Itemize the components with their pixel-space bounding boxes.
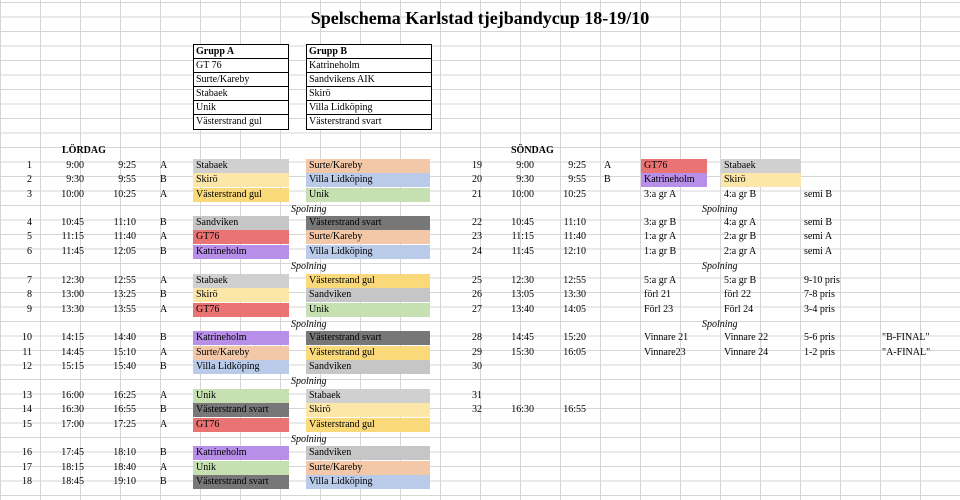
away-team: Surte/Kareby bbox=[306, 461, 430, 475]
group-b-team: Sandvikens AIK bbox=[307, 73, 431, 87]
end-time: 13:30 bbox=[563, 289, 586, 300]
away-team: 2:a gr A bbox=[724, 246, 757, 257]
group-a-team: Surte/Kareby bbox=[194, 73, 288, 87]
away-team: 4:a gr A bbox=[724, 217, 757, 228]
home-team: Stabaek bbox=[193, 274, 289, 288]
end-time: 15:40 bbox=[113, 361, 136, 372]
end-time: 11:40 bbox=[563, 231, 586, 242]
match-number: 13 bbox=[22, 390, 32, 401]
end-time: 12:55 bbox=[563, 275, 586, 286]
group-letter: A bbox=[160, 304, 168, 315]
start-time: 14:45 bbox=[61, 347, 84, 358]
placement-label: semi B bbox=[804, 189, 833, 200]
end-time: 13:25 bbox=[113, 289, 136, 300]
end-time: 9:25 bbox=[118, 160, 136, 171]
home-team: förl 21 bbox=[644, 289, 671, 300]
home-team: GT76 bbox=[193, 230, 289, 244]
placement-label: semi B bbox=[804, 217, 833, 228]
home-team: Vinnare23 bbox=[644, 347, 686, 358]
group-letter: A bbox=[160, 462, 168, 473]
start-time: 13:00 bbox=[61, 289, 84, 300]
match-number: 10 bbox=[22, 332, 32, 343]
start-time: 18:15 bbox=[61, 462, 84, 473]
away-team: Västerstrand gul bbox=[306, 274, 430, 288]
home-team: Villa Lidköping bbox=[193, 360, 289, 374]
end-time: 11:10 bbox=[113, 217, 136, 228]
home-team: Sandviken bbox=[193, 216, 289, 230]
match-number: 28 bbox=[472, 332, 482, 343]
start-time: 10:00 bbox=[511, 189, 534, 200]
end-time: 12:05 bbox=[113, 246, 136, 257]
start-time: 11:45 bbox=[61, 246, 84, 257]
group-letter: B bbox=[160, 361, 167, 372]
start-time: 16:30 bbox=[511, 404, 534, 415]
home-team: Katrineholm bbox=[193, 446, 289, 460]
match-number: 7 bbox=[27, 275, 32, 286]
end-time: 9:55 bbox=[568, 174, 586, 185]
placement-label: 5-6 pris bbox=[804, 332, 835, 343]
group-b-team: Västerstrand svart bbox=[309, 116, 382, 127]
start-time: 9:30 bbox=[516, 174, 534, 185]
match-number: 18 bbox=[22, 476, 32, 487]
break-label: Spolning bbox=[291, 204, 327, 215]
match-number: 31 bbox=[472, 390, 482, 401]
group-letter: A bbox=[604, 160, 612, 171]
group-letter: A bbox=[160, 390, 168, 401]
away-team: Vinnare 24 bbox=[724, 347, 769, 358]
placement-label: semi A bbox=[804, 231, 833, 242]
match-number: 2 bbox=[27, 174, 32, 185]
placement-label: semi A bbox=[804, 246, 833, 257]
away-team: Förl 24 bbox=[724, 304, 754, 315]
end-time: 17:25 bbox=[113, 419, 136, 430]
home-team: Surte/Kareby bbox=[193, 346, 289, 360]
start-time: 11:45 bbox=[511, 246, 534, 257]
away-team: Surte/Kareby bbox=[306, 230, 430, 244]
end-time: 16:25 bbox=[113, 390, 136, 401]
end-time: 13:55 bbox=[113, 304, 136, 315]
start-time: 11:15 bbox=[61, 231, 84, 242]
match-number: 23 bbox=[472, 231, 482, 242]
end-time: 10:25 bbox=[563, 189, 586, 200]
end-time: 18:40 bbox=[113, 462, 136, 473]
group-b-table bbox=[306, 44, 432, 130]
away-team: Skirö bbox=[306, 403, 430, 417]
home-team: Förl 23 bbox=[644, 304, 674, 315]
end-time: 18:10 bbox=[113, 447, 136, 458]
away-team: Sandviken bbox=[306, 360, 430, 374]
group-letter: B bbox=[160, 332, 167, 343]
away-team: Västerstrand svart bbox=[306, 216, 430, 230]
start-time: 13:30 bbox=[61, 304, 84, 315]
home-team bbox=[641, 403, 707, 417]
match-number: 30 bbox=[472, 361, 482, 372]
away-team: Unik bbox=[306, 303, 430, 317]
match-number: 16 bbox=[22, 447, 32, 458]
away-team: förl 22 bbox=[724, 289, 751, 300]
final-label: "A-FINAL" bbox=[882, 347, 931, 358]
away-team: 2:a gr B bbox=[724, 231, 757, 242]
group-a-team: Stabaek bbox=[194, 87, 288, 101]
match-number: 5 bbox=[27, 231, 32, 242]
end-time: 16:05 bbox=[563, 347, 586, 358]
group-letter: A bbox=[160, 160, 168, 171]
match-number: 6 bbox=[27, 246, 32, 257]
placement-label: 7-8 pris bbox=[804, 289, 835, 300]
home-team: GT76 bbox=[641, 159, 707, 173]
end-time: 12:55 bbox=[113, 275, 136, 286]
group-b-team: Villa Lidköping bbox=[307, 101, 431, 115]
away-team: Vinnare 22 bbox=[724, 332, 769, 343]
start-time: 10:45 bbox=[511, 217, 534, 228]
away-team: Villa Lidköping bbox=[306, 173, 430, 187]
away-team: Västerstrand gul bbox=[306, 418, 430, 432]
end-time: 10:25 bbox=[113, 189, 136, 200]
group-letter: A bbox=[160, 347, 168, 358]
home-team: Unik bbox=[193, 389, 289, 403]
end-time: 9:25 bbox=[568, 160, 586, 171]
away-team bbox=[721, 360, 801, 374]
group-letter: B bbox=[160, 404, 167, 415]
away-team: Stabaek bbox=[721, 159, 801, 173]
match-number: 32 bbox=[472, 404, 482, 415]
away-team: Västerstrand svart bbox=[306, 331, 430, 345]
home-team: GT76 bbox=[193, 303, 289, 317]
end-time: 19:10 bbox=[113, 476, 136, 487]
start-time: 15:30 bbox=[511, 347, 534, 358]
start-time: 16:00 bbox=[61, 390, 84, 401]
match-number: 25 bbox=[472, 275, 482, 286]
group-letter: A bbox=[160, 275, 168, 286]
page-title: Spelschema Karlstad tjejbandycup 18-19/10 bbox=[310, 8, 650, 28]
start-time: 13:40 bbox=[511, 304, 534, 315]
placement-label: 3-4 pris bbox=[804, 304, 835, 315]
group-letter: A bbox=[160, 419, 168, 430]
group-letter: A bbox=[160, 189, 168, 200]
end-time: 15:20 bbox=[563, 332, 586, 343]
final-label: "B-FINAL" bbox=[882, 332, 930, 343]
placement-label: 9-10 pris bbox=[804, 275, 840, 286]
break-label: Spolning bbox=[291, 434, 327, 445]
sunday-label: SÖNDAG bbox=[511, 145, 554, 156]
home-team: GT76 bbox=[193, 418, 289, 432]
away-team: 5:a gr B bbox=[724, 275, 757, 286]
start-time: 13:05 bbox=[511, 289, 534, 300]
end-time: 14:40 bbox=[113, 332, 136, 343]
away-team: Unik bbox=[306, 188, 430, 202]
match-number: 14 bbox=[22, 404, 32, 415]
saturday-label: LÖRDAG bbox=[62, 145, 106, 156]
home-team: 1:a gr B bbox=[644, 246, 677, 257]
start-time: 9:00 bbox=[516, 160, 534, 171]
home-team: Katrineholm bbox=[193, 245, 289, 259]
home-team: Vinnare 21 bbox=[644, 332, 689, 343]
home-team bbox=[641, 360, 707, 374]
break-label: Spolning bbox=[291, 261, 327, 272]
away-team: 4:a gr B bbox=[724, 189, 757, 200]
break-label: Spolning bbox=[291, 376, 327, 387]
away-team: Västerstrand gul bbox=[306, 346, 430, 360]
start-time: 16:30 bbox=[61, 404, 84, 415]
end-time: 16:55 bbox=[563, 404, 586, 415]
break-label: Spolning bbox=[291, 319, 327, 330]
end-time: 12:10 bbox=[563, 246, 586, 257]
match-number: 22 bbox=[472, 217, 482, 228]
away-team: Sandviken bbox=[306, 446, 430, 460]
home-team: Skirö bbox=[193, 288, 289, 302]
start-time: 15:15 bbox=[61, 361, 84, 372]
away-team bbox=[721, 389, 801, 403]
start-time: 18:45 bbox=[61, 476, 84, 487]
match-number: 11 bbox=[22, 347, 32, 358]
start-time: 10:45 bbox=[61, 217, 84, 228]
group-b-team: Skirö bbox=[307, 87, 431, 101]
group-a-team: Västerstrand gul bbox=[196, 116, 262, 127]
start-time: 10:00 bbox=[61, 189, 84, 200]
home-team bbox=[641, 389, 707, 403]
match-number: 17 bbox=[22, 462, 32, 473]
group-letter: B bbox=[160, 174, 167, 185]
home-team: Västerstrand gul bbox=[193, 188, 289, 202]
home-team: Stabaek bbox=[193, 159, 289, 173]
home-team: Katrineholm bbox=[641, 173, 707, 187]
home-team: 1:a gr A bbox=[644, 231, 677, 242]
end-time: 15:10 bbox=[113, 347, 136, 358]
end-time: 11:40 bbox=[113, 231, 136, 242]
away-team: Villa Lidköping bbox=[306, 245, 430, 259]
start-time: 17:00 bbox=[61, 419, 84, 430]
home-team: Unik bbox=[193, 461, 289, 475]
start-time: 11:15 bbox=[511, 231, 534, 242]
break-label: Spolning bbox=[702, 319, 738, 330]
away-team: Villa Lidköping bbox=[306, 475, 430, 489]
match-number: 3 bbox=[27, 189, 32, 200]
group-a-table bbox=[193, 44, 289, 130]
home-team: 5:a gr A bbox=[644, 275, 677, 286]
match-number: 20 bbox=[472, 174, 482, 185]
match-number: 21 bbox=[472, 189, 482, 200]
start-time: 12:30 bbox=[511, 275, 534, 286]
start-time: 17:45 bbox=[61, 447, 84, 458]
match-number: 19 bbox=[472, 160, 482, 171]
group-letter: B bbox=[604, 174, 611, 185]
placement-label: 1-2 pris bbox=[804, 347, 835, 358]
group-letter: B bbox=[160, 476, 167, 487]
away-team: Sandviken bbox=[306, 288, 430, 302]
home-team: Västerstrand svart bbox=[193, 475, 289, 489]
away-team: Stabaek bbox=[306, 389, 430, 403]
match-number: 24 bbox=[472, 246, 482, 257]
start-time: 9:00 bbox=[66, 160, 84, 171]
group-a-team: GT 76 bbox=[194, 59, 288, 73]
start-time: 12:30 bbox=[61, 275, 84, 286]
start-time: 9:30 bbox=[66, 174, 84, 185]
away-team: Surte/Kareby bbox=[306, 159, 430, 173]
start-time: 14:45 bbox=[511, 332, 534, 343]
match-number: 15 bbox=[22, 419, 32, 430]
group-a-header: Grupp A bbox=[194, 45, 288, 59]
match-number: 12 bbox=[22, 361, 32, 372]
home-team: Västerstrand svart bbox=[193, 403, 289, 417]
group-letter: B bbox=[160, 289, 167, 300]
home-team: 3:a gr B bbox=[644, 217, 677, 228]
group-a-team: Unik bbox=[194, 101, 288, 115]
home-team: Katrineholm bbox=[193, 331, 289, 345]
end-time: 9:55 bbox=[118, 174, 136, 185]
match-number: 4 bbox=[27, 217, 32, 228]
break-label: Spolning bbox=[702, 204, 738, 215]
match-number: 8 bbox=[27, 289, 32, 300]
end-time: 11:10 bbox=[563, 217, 586, 228]
end-time: 16:55 bbox=[113, 404, 136, 415]
away-team: Skirö bbox=[721, 173, 801, 187]
break-label: Spolning bbox=[702, 261, 738, 272]
start-time: 14:15 bbox=[61, 332, 84, 343]
group-letter: B bbox=[160, 447, 167, 458]
home-team: Skirö bbox=[193, 173, 289, 187]
home-team: 3:a gr A bbox=[644, 189, 677, 200]
match-number: 29 bbox=[472, 347, 482, 358]
match-number: 27 bbox=[472, 304, 482, 315]
match-number: 26 bbox=[472, 289, 482, 300]
end-time: 14:05 bbox=[563, 304, 586, 315]
group-letter: B bbox=[160, 217, 167, 228]
match-number: 9 bbox=[27, 304, 32, 315]
group-letter: B bbox=[160, 246, 167, 257]
group-b-header: Grupp B bbox=[307, 45, 431, 59]
group-b-team: Katrineholm bbox=[307, 59, 431, 73]
away-team bbox=[721, 403, 801, 417]
group-letter: A bbox=[160, 231, 168, 242]
match-number: 1 bbox=[27, 160, 32, 171]
